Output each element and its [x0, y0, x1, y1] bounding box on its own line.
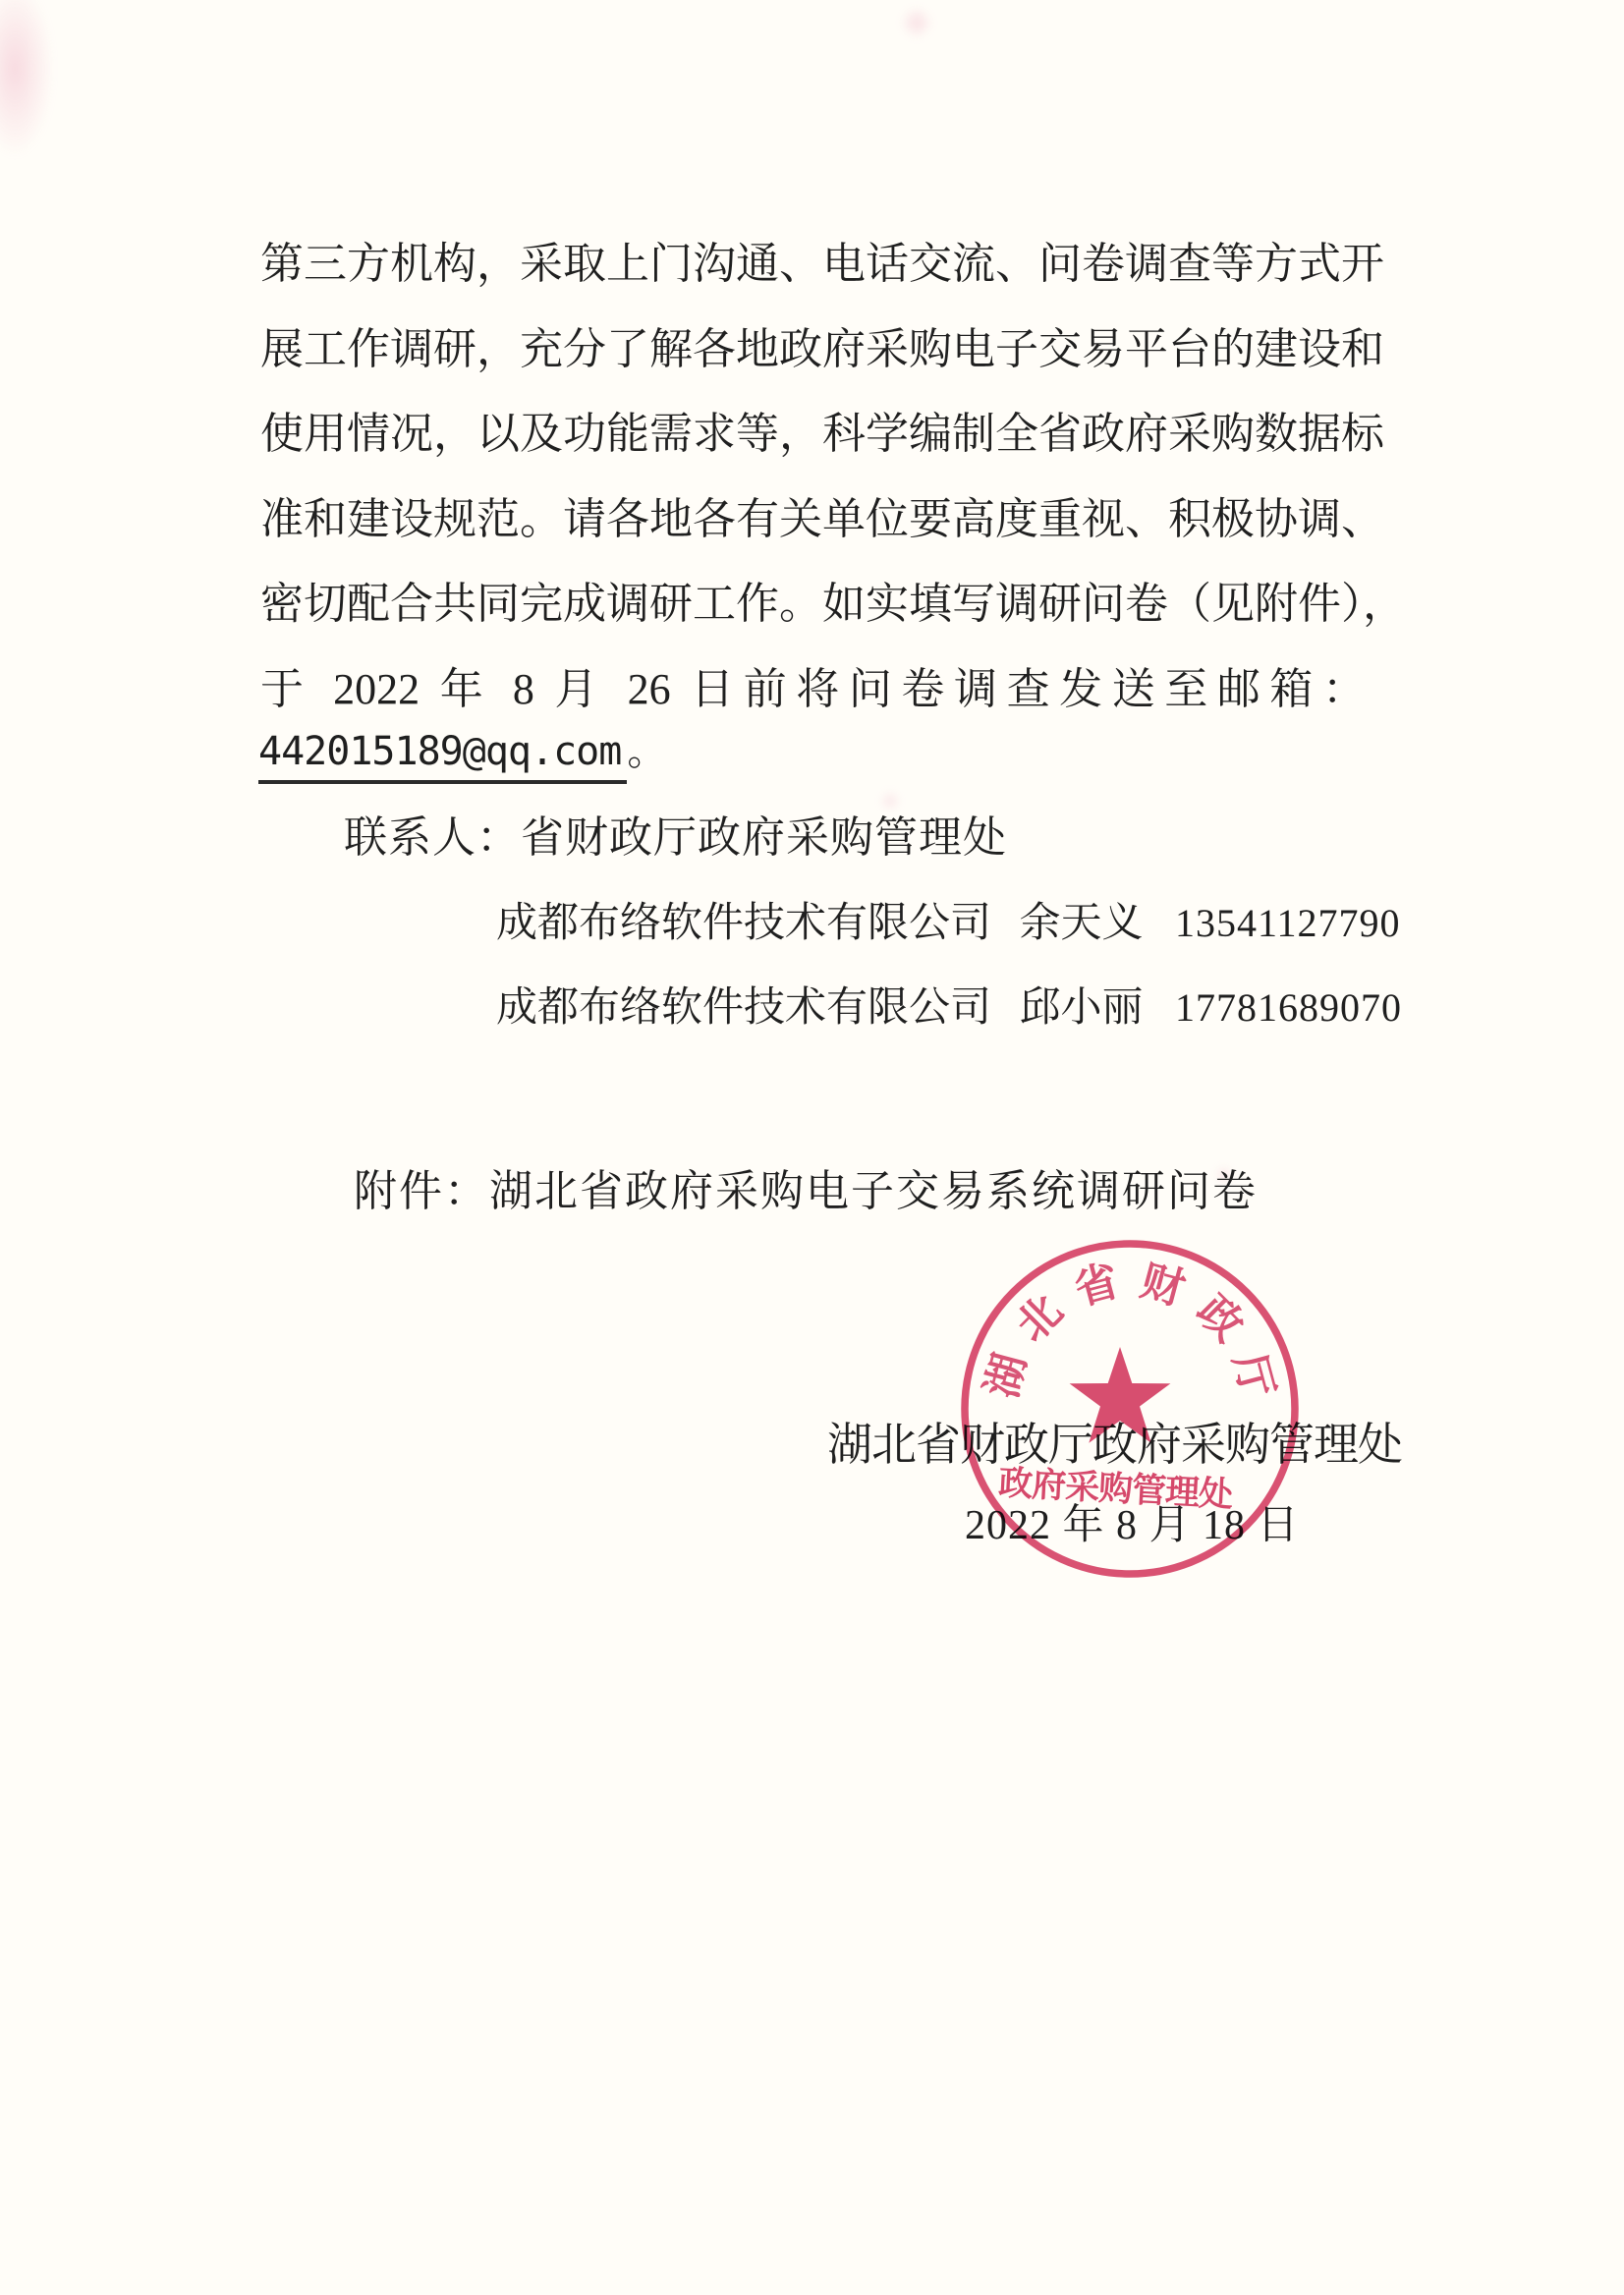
body-line: 第三方机构，采取上门沟通、电话交流、问卷调查等方式开	[260, 240, 1384, 288]
seal-arc-char: 湖	[978, 1348, 1036, 1403]
contact-row	[496, 975, 1402, 1034]
body-line: 准和建设规范。请各地各有关单位要高度重视、积极协调、	[260, 494, 1384, 543]
seal-arc-char: 厅	[1224, 1348, 1282, 1403]
ink-smudge	[900, 6, 933, 39]
official-seal	[933, 1208, 1326, 1621]
body-line: 使用情况，以及功能需求等，科学编制全省政府采购数据标	[260, 410, 1384, 458]
email-address: 442015189@qq.com	[258, 729, 627, 784]
contact-name: 邱小丽	[1019, 985, 1144, 1031]
contact-heading: 联系人：省财政厅政府采购管理处	[344, 813, 1007, 862]
star-icon	[1070, 1347, 1171, 1443]
contact-phone: 13541127790	[1175, 901, 1401, 945]
seal-bottom-text: 政府采购管理处	[997, 1463, 1234, 1515]
attachment-line: 附件：湖北省政府采购电子交易系统调研问卷	[354, 1167, 1258, 1215]
seal-arc-char: 政	[1188, 1286, 1253, 1351]
body-line: 于 2022 年 8 月 26 日前将问卷调查发送至邮箱：	[260, 664, 1366, 713]
contact-company: 成都布络软件技术有限公司	[496, 985, 992, 1031]
seal-arc-char: 财	[1136, 1257, 1191, 1315]
contact-row	[496, 890, 1401, 949]
email-line	[258, 728, 666, 775]
body-line: 展工作调研，充分了解各地政府采购电子交易平台的建设和	[260, 324, 1384, 373]
signature-organization: 湖北省财政厅政府采购管理处	[827, 1420, 1402, 1470]
signature-date: 2022 年 8 月 18 日	[965, 1503, 1300, 1548]
seal-arc-char: 北	[1007, 1286, 1072, 1351]
contact-phone: 17781689070	[1175, 985, 1403, 1030]
contact-name: 余天义	[1019, 901, 1144, 946]
body-paragraph	[260, 222, 1406, 732]
ink-smudge	[0, 0, 54, 157]
email-period: 。	[627, 729, 667, 773]
body-line: 密切配合共同完成调研工作。如实填写调研问卷（见附件），	[260, 580, 1406, 628]
contact-company: 成都布络软件技术有限公司	[496, 901, 992, 946]
seal-arc-char: 省	[1069, 1257, 1124, 1315]
